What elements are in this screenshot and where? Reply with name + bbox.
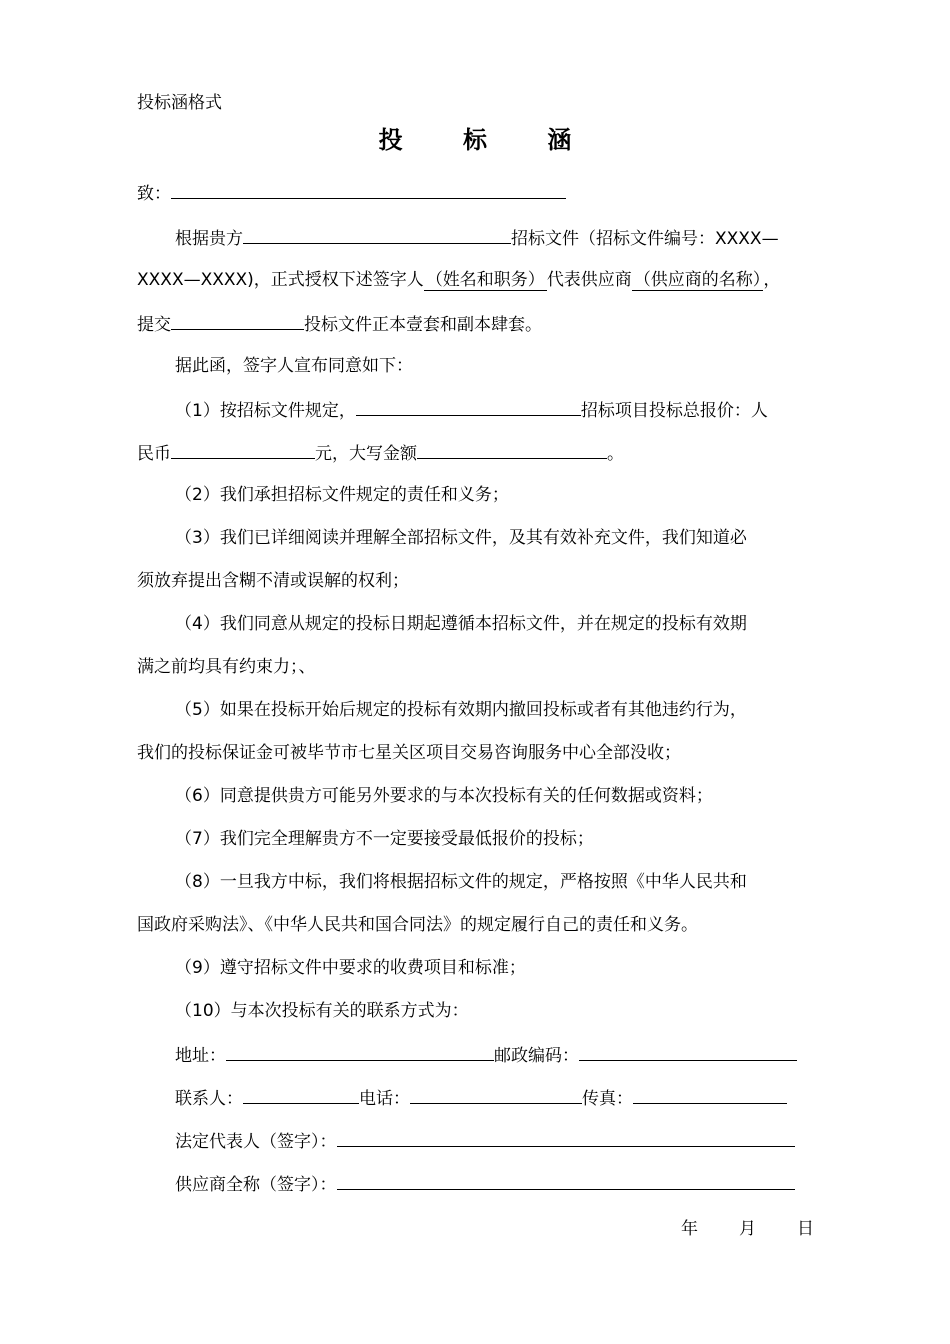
item2-line: （2）我们承担招标文件规定的责任和义务； xyxy=(175,485,509,505)
date-month: 月 xyxy=(739,1219,756,1239)
item3-line-1: （3）我们已详细阅读并理解全部招标文件，及其有效补充文件，我们知道必 xyxy=(175,528,747,548)
item-text: 招标项目投标总报价：人 xyxy=(580,401,768,421)
postcode-label: 邮政编码： xyxy=(494,1046,579,1066)
item3-line-2: 须放弃提出含糊不清或误解的权利； xyxy=(137,571,409,591)
supplier-name-label: 供应商全称（签字）： xyxy=(175,1175,337,1195)
item5-line-2: 我们的投标保证金可被毕节市七星关区项目交易咨询服务中心全部没收； xyxy=(137,743,681,763)
contact-person-label: 联系人： xyxy=(175,1089,243,1109)
item8-line-2: 国政府采购法》、《中华人民共和国合同法》的规定履行自己的责任和义务。 xyxy=(137,915,698,935)
item-text: 。 xyxy=(607,444,624,464)
item6-line: （6）同意提供贵方可能另外要求的与本次投标有关的任何数据或资料； xyxy=(175,786,713,806)
item-text: 元，大写金额 xyxy=(315,444,417,464)
address-label: 地址： xyxy=(175,1046,226,1066)
address-field[interactable] xyxy=(226,1042,494,1061)
item10-line: （10）与本次投标有关的联系方式为： xyxy=(175,1001,469,1021)
contact-person-field[interactable] xyxy=(243,1085,359,1104)
declare-line: 据此函，签字人宣布同意如下： xyxy=(175,356,413,376)
legal-rep-line xyxy=(175,1128,855,1154)
supplier-name-signature-field[interactable] xyxy=(337,1171,795,1190)
intro-text: 投标文件正本壹套和副本肆套。 xyxy=(304,315,542,335)
intro-text: 招标文件（招标文件编号：XXXX— xyxy=(511,229,779,249)
postcode-field[interactable] xyxy=(579,1042,797,1061)
intro-text: 代表供应商 xyxy=(546,270,632,290)
price-blank[interactable] xyxy=(171,440,315,459)
supplier-name-line xyxy=(175,1171,855,1197)
item7-line: （7）我们完全理解贵方不一定要接受最低报价的投标； xyxy=(175,829,594,849)
intro-text: 提交 xyxy=(137,315,171,335)
fax-field[interactable] xyxy=(633,1085,787,1104)
item1-line-2 xyxy=(137,440,817,466)
intro-text: XXXX—XXXX)，正式授权下述签字人 xyxy=(137,270,424,290)
to-blank[interactable] xyxy=(171,180,566,199)
item-text: （1）按招标文件规定， xyxy=(175,401,356,421)
supplier-field[interactable]: （供应商的名称） xyxy=(633,270,762,290)
intro-line-2 xyxy=(137,268,817,292)
item4-line-2: 满之前均具有约束力；、 xyxy=(137,657,316,677)
item9-line: （9）遵守招标文件中要求的收费项目和标准； xyxy=(175,958,526,978)
phone-field[interactable] xyxy=(410,1085,582,1104)
signer-field[interactable]: （姓名和职务） xyxy=(425,270,545,290)
date-day: 日 xyxy=(797,1219,814,1239)
legal-rep-label: 法定代表人（签字）： xyxy=(175,1132,337,1152)
address-line xyxy=(175,1042,855,1068)
intro-text: ， xyxy=(763,270,781,290)
price-words-blank[interactable] xyxy=(417,440,607,459)
item8-line-1: （8）一旦我方中标，我们将根据招标文件的规定，严格按照《中华人民共和 xyxy=(175,872,747,892)
phone-label: 电话： xyxy=(359,1089,410,1109)
fax-label: 传真： xyxy=(582,1089,633,1109)
item4-line-1: （4）我们同意从规定的投标日期起遵循本招标文件，并在规定的投标有效期 xyxy=(175,614,747,634)
heading-small: 投标涵格式 xyxy=(137,93,222,113)
page-title: 投 标 涵 xyxy=(378,126,598,154)
to-line xyxy=(137,180,817,206)
intro-line-3 xyxy=(137,311,817,337)
project-blank[interactable] xyxy=(356,397,581,416)
item5-line-1: （5）如果在投标开始后规定的投标有效期内撤回投标或者有其他违约行为， xyxy=(175,700,747,720)
item-text: 民币 xyxy=(137,444,171,464)
legal-rep-signature-field[interactable] xyxy=(337,1128,795,1147)
intro-line-1 xyxy=(175,225,855,251)
contact-line xyxy=(175,1085,855,1111)
submit-blank[interactable] xyxy=(171,311,304,330)
item1-line-1 xyxy=(175,397,855,423)
buyer-blank[interactable] xyxy=(243,225,511,244)
intro-text: 根据贵方 xyxy=(175,229,243,249)
date-year: 年 xyxy=(681,1219,698,1239)
to-label: 致： xyxy=(137,184,171,204)
